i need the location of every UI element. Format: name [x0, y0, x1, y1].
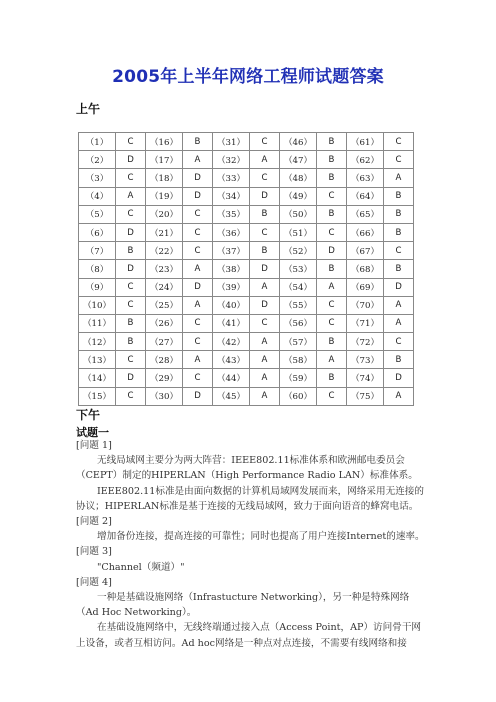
question-number-cell: （29）: [146, 369, 183, 387]
answer-cell: C: [250, 169, 280, 187]
answer-cell: D: [183, 278, 213, 296]
answer-cell: B: [250, 242, 280, 260]
question-number-cell: （35）: [213, 205, 250, 223]
table-row: [79, 133, 414, 151]
answer-cell: A: [250, 369, 280, 387]
answer-cell: C: [183, 369, 213, 387]
sub-question-label: [问题 4]: [76, 576, 112, 588]
table-row: [79, 278, 414, 296]
answer-cell: D: [183, 387, 213, 405]
answer-cell: C: [116, 278, 146, 296]
question-number-cell: （50）: [280, 205, 317, 223]
question-number-cell: （30）: [146, 387, 183, 405]
answer-cell: D: [183, 187, 213, 205]
answer-cell: A: [183, 260, 213, 278]
question-number-cell: （7）: [79, 242, 116, 260]
answer-cell: A: [384, 169, 414, 187]
question-number-cell: （68）: [347, 260, 384, 278]
question-number-cell: （62）: [347, 151, 384, 169]
question-number-cell: （60）: [280, 387, 317, 405]
question-number-cell: （64）: [347, 187, 384, 205]
table-row: [79, 205, 414, 223]
answer-cell: A: [250, 351, 280, 369]
answer-cell: D: [250, 296, 280, 314]
question-number-cell: （43）: [213, 351, 250, 369]
answer-cell: C: [384, 151, 414, 169]
question-number-cell: （65）: [347, 205, 384, 223]
question-number-cell: （38）: [213, 260, 250, 278]
question-number-cell: （41）: [213, 314, 250, 332]
answer-cell: C: [183, 314, 213, 332]
answer-cell: A: [250, 278, 280, 296]
question-number-cell: （10）: [79, 296, 116, 314]
document-title: 2005年上半年网络工程师试题答案: [112, 67, 384, 87]
answer-cell: C: [116, 351, 146, 369]
answer-cell: D: [116, 223, 146, 241]
answer-cell: A: [384, 296, 414, 314]
answer-cell: D: [384, 278, 414, 296]
answer-cell: A: [250, 151, 280, 169]
question-number-cell: （31）: [213, 133, 250, 151]
answer-table: [78, 132, 414, 406]
answer-cell: A: [183, 296, 213, 314]
question-number-cell: （13）: [79, 351, 116, 369]
question-number-cell: （12）: [79, 333, 116, 351]
question-number-cell: （1）: [79, 133, 116, 151]
answer-cell: B: [317, 205, 347, 223]
question-number-cell: （45）: [213, 387, 250, 405]
morning-section-heading: 上午: [76, 102, 101, 116]
answer-cell: B: [317, 260, 347, 278]
question-number-cell: （56）: [280, 314, 317, 332]
answer-cell: B: [317, 333, 347, 351]
answer-cell: A: [250, 333, 280, 351]
question-number-cell: （51）: [280, 223, 317, 241]
table-row: [79, 387, 414, 405]
question-number-cell: （54）: [280, 278, 317, 296]
question-number-cell: （28）: [146, 351, 183, 369]
question-number-cell: （72）: [347, 333, 384, 351]
question-number-cell: （36）: [213, 223, 250, 241]
answer-cell: B: [183, 133, 213, 151]
question-number-cell: （46）: [280, 133, 317, 151]
question-number-cell: （11）: [79, 314, 116, 332]
answer-cell: C: [250, 133, 280, 151]
question-number-cell: （71）: [347, 314, 384, 332]
question-number-cell: （18）: [146, 169, 183, 187]
question-number-cell: （61）: [347, 133, 384, 151]
question-number-cell: （58）: [280, 351, 317, 369]
sub-question-label: [问题 2]: [76, 516, 112, 528]
answer-paragraph: "Channel（频道）": [97, 561, 185, 573]
question-number-cell: （8）: [79, 260, 116, 278]
question-number-cell: （52）: [280, 242, 317, 260]
answer-cell: C: [116, 387, 146, 405]
question-number-cell: （67）: [347, 242, 384, 260]
answer-cell: B: [317, 169, 347, 187]
answer-cell: C: [317, 314, 347, 332]
answer-cell: B: [384, 205, 414, 223]
answer-cell: A: [183, 151, 213, 169]
question-number-cell: （22）: [146, 242, 183, 260]
question-number-cell: （15）: [79, 387, 116, 405]
question-number-cell: （16）: [146, 133, 183, 151]
question-number-cell: （55）: [280, 296, 317, 314]
question-number-cell: （4）: [79, 187, 116, 205]
table-row: [79, 369, 414, 387]
question-number-cell: （17）: [146, 151, 183, 169]
question-number-cell: （57）: [280, 333, 317, 351]
question-number-cell: （34）: [213, 187, 250, 205]
answer-cell: D: [384, 369, 414, 387]
answer-cell: B: [384, 223, 414, 241]
table-row: [79, 333, 414, 351]
answer-cell: A: [384, 314, 414, 332]
table-row: [79, 260, 414, 278]
answer-cell: D: [116, 369, 146, 387]
answer-cell: C: [317, 187, 347, 205]
answer-cell: A: [116, 187, 146, 205]
answer-cell: A: [250, 387, 280, 405]
question-number-cell: （19）: [146, 187, 183, 205]
answer-cell: D: [250, 260, 280, 278]
table-row: [79, 314, 414, 332]
table-row: [79, 151, 414, 169]
answer-cell: B: [384, 351, 414, 369]
question-number-cell: （69）: [347, 278, 384, 296]
answer-cell: C: [183, 223, 213, 241]
question-number-cell: （20）: [146, 205, 183, 223]
table-row: [79, 242, 414, 260]
question-number-cell: （39）: [213, 278, 250, 296]
question-title: 试题一: [76, 426, 109, 439]
answer-table-body: [79, 133, 414, 406]
answer-cell: C: [250, 223, 280, 241]
question-number-cell: （37）: [213, 242, 250, 260]
answer-cell: C: [116, 133, 146, 151]
question-number-cell: （27）: [146, 333, 183, 351]
question-number-cell: （48）: [280, 169, 317, 187]
question-number-cell: （70）: [347, 296, 384, 314]
answer-cell: B: [384, 260, 414, 278]
answer-cell: B: [317, 151, 347, 169]
answer-cell: B: [384, 187, 414, 205]
answer-cell: C: [317, 387, 347, 405]
answer-cell: D: [116, 151, 146, 169]
answer-cell: B: [250, 205, 280, 223]
question-number-cell: （66）: [347, 223, 384, 241]
question-number-cell: （24）: [146, 278, 183, 296]
answer-paragraph: IEEE802.11标准是由面向数据的计算机局域网发展而来，网络采用无连接的协议；HIPERLAN标准是基于连接的无线局域网，致力于面向语音的蜂窝电话。: [76, 485, 424, 512]
answer-cell: C: [183, 242, 213, 260]
question-number-cell: （23）: [146, 260, 183, 278]
answer-cell: B: [317, 133, 347, 151]
question-number-cell: （59）: [280, 369, 317, 387]
answer-paragraph: 增加备份连接，提高连接的可靠性；同时也提高了用户连接Internet的速率。: [97, 531, 425, 543]
answer-cell: D: [250, 187, 280, 205]
answer-paragraph: 在基础设施网络中，无线终端通过接入点（Access Point，AP）访问骨干网上设备，或者互相访问。Ad hoc网络是一种点对点连接，不需要有线网络和接: [76, 622, 422, 649]
answer-cell: B: [317, 369, 347, 387]
afternoon-section-heading: 下午: [76, 408, 101, 422]
table-row: [79, 169, 414, 187]
table-row: [79, 296, 414, 314]
answer-cell: C: [384, 333, 414, 351]
question-number-cell: （32）: [213, 151, 250, 169]
answer-cell: C: [384, 133, 414, 151]
answer-cell: C: [116, 205, 146, 223]
answer-cell: C: [384, 242, 414, 260]
question-number-cell: （3）: [79, 169, 116, 187]
sub-question-label: [问题 3]: [76, 546, 112, 558]
question-number-cell: （42）: [213, 333, 250, 351]
question-number-cell: （6）: [79, 223, 116, 241]
table-row: [79, 187, 414, 205]
question-number-cell: （26）: [146, 314, 183, 332]
question-number-cell: （63）: [347, 169, 384, 187]
answer-cell: B: [116, 242, 146, 260]
question-number-cell: （75）: [347, 387, 384, 405]
question-number-cell: （40）: [213, 296, 250, 314]
question-number-cell: （2）: [79, 151, 116, 169]
answer-cell: C: [183, 333, 213, 351]
question-number-cell: （5）: [79, 205, 116, 223]
answer-cell: C: [116, 296, 146, 314]
table-row: [79, 351, 414, 369]
table-row: [79, 223, 414, 241]
answer-cell: C: [317, 223, 347, 241]
question-number-cell: （47）: [280, 151, 317, 169]
answer-cell: A: [384, 387, 414, 405]
question-number-cell: （73）: [347, 351, 384, 369]
answer-cell: D: [183, 169, 213, 187]
answer-cell: C: [250, 314, 280, 332]
question-number-cell: （25）: [146, 296, 183, 314]
answer-cell: B: [116, 333, 146, 351]
question-number-cell: （74）: [347, 369, 384, 387]
sub-question-label: [问题 1]: [76, 440, 112, 451]
question-number-cell: （44）: [213, 369, 250, 387]
answer-cell: C: [183, 205, 213, 223]
answer-cell: D: [116, 260, 146, 278]
question-body: [76, 438, 428, 651]
answer-cell: B: [116, 314, 146, 332]
answer-paragraph: 无线局域网主要分为两大阵营：IEEE802.11标准体系和欧洲邮电委员会（CEPT）制定的HIPERLAN（High Performance Radio LAN）标准体系。: [76, 455, 418, 482]
answer-paragraph: 一种是基础设施网络（Infrastucture Networking），另一种是特殊网络（Ad Hoc Networking）。: [76, 592, 410, 619]
answer-cell: A: [183, 351, 213, 369]
question-number-cell: （14）: [79, 369, 116, 387]
answer-cell: A: [317, 351, 347, 369]
question-number-cell: （21）: [146, 223, 183, 241]
question-number-cell: （49）: [280, 187, 317, 205]
answer-cell: D: [317, 242, 347, 260]
question-number-cell: （53）: [280, 260, 317, 278]
question-number-cell: （33）: [213, 169, 250, 187]
question-number-cell: （9）: [79, 278, 116, 296]
answer-cell: C: [317, 296, 347, 314]
answer-cell: A: [317, 278, 347, 296]
answer-cell: C: [116, 169, 146, 187]
